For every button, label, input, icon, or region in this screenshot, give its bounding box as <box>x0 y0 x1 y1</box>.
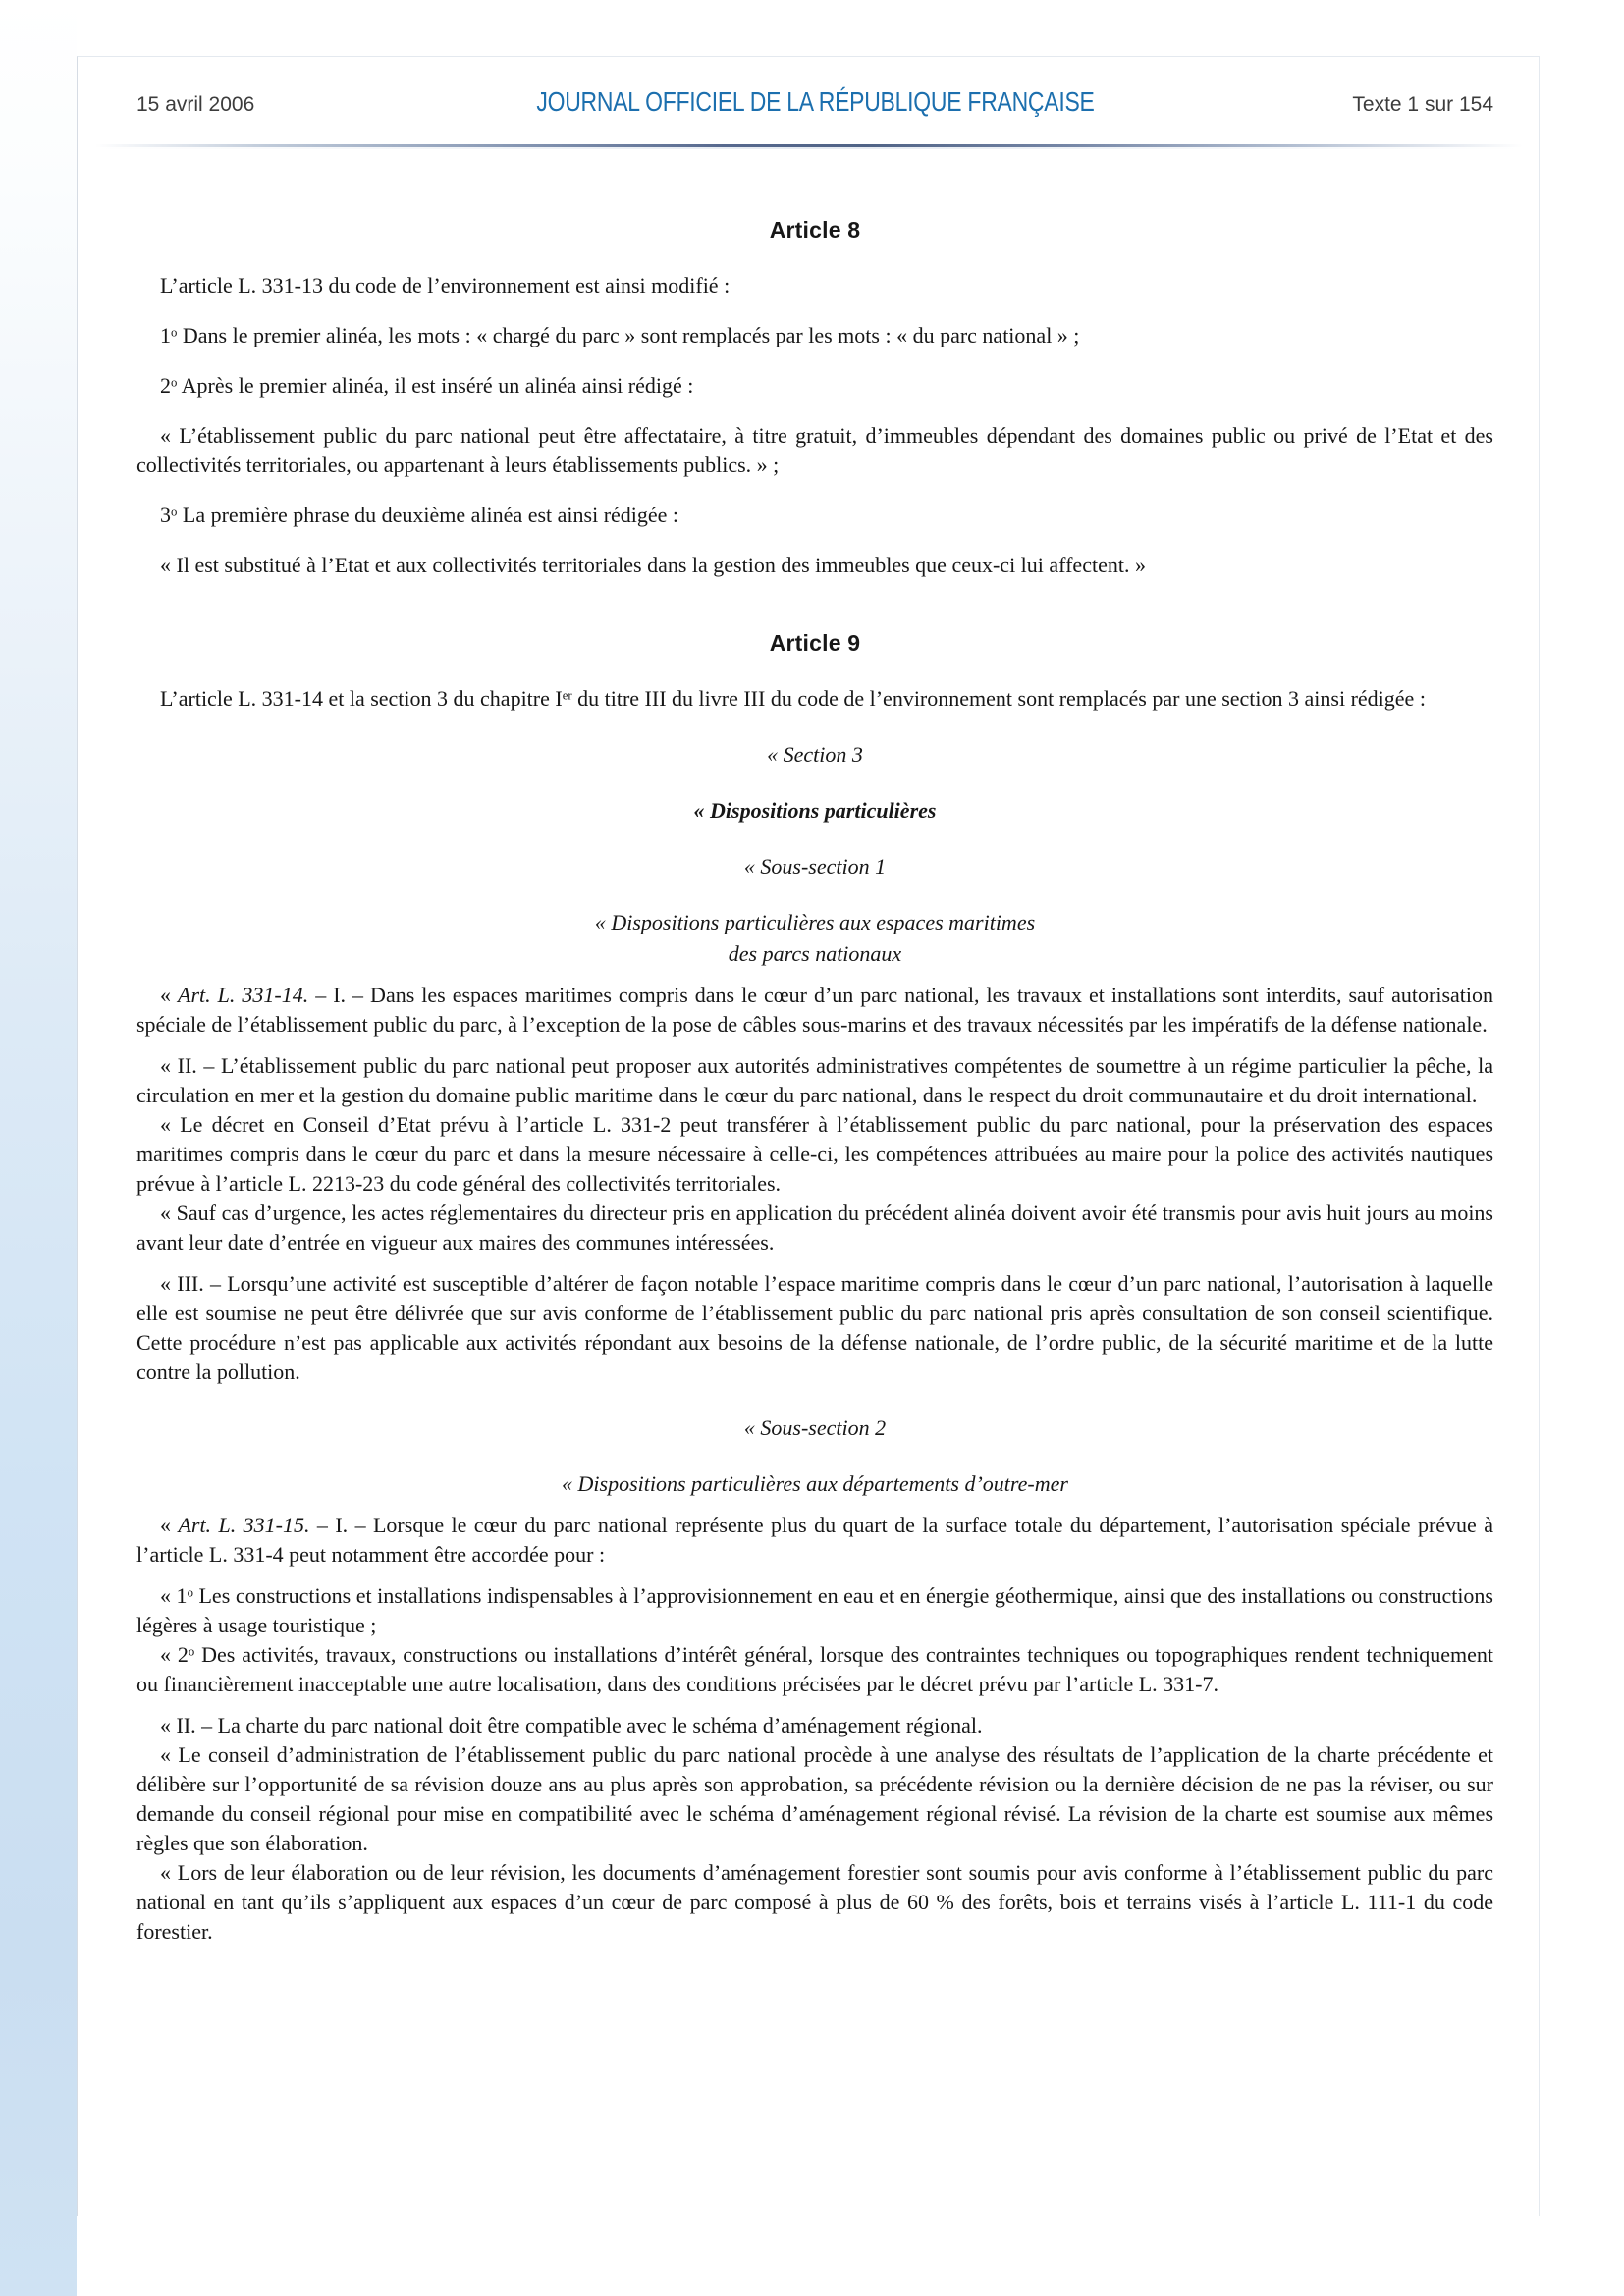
paragraph: « II. – L’établissement public du parc national peut proposer aux autorités administratives compétentes de soumettre à un régime particulier la pêche, la circulation en mer et la gestion du domaine public maritime dans le cœur du parc national, dans le respect du droit communautaire et du droit international. <box>136 1053 1493 1107</box>
article-heading: Article 8 <box>769 217 861 242</box>
left-gradient-background <box>0 0 77 2296</box>
section-heading: « Sous-section 2 <box>743 1415 887 1440</box>
paragraph: « Le conseil d’administration de l’établissement public du parc national procède à une analyse des résultats de l’application de la charte précédente et délibère sur l’opportunité de sa révision douze ans au plus après son approbation, sa précédente révision ou la dernière décision de ne pas la réviser, ou sur demande du conseil régional pour mise en compatibilité avec le schéma d’aménagement régional révisé. La révision de la charte est soumise aux mêmes règles que son élaboration. <box>136 1742 1493 1855</box>
paragraph: « Sauf cas d’urgence, les actes réglementaires du directeur pris en application du précédent alinéa doivent avoir été transmis pour avis huit jours au moins avant leur date d’entrée en vigueur aux maires des communes intéressées. <box>136 1201 1493 1255</box>
page-header <box>136 86 1493 126</box>
header-date: 15 avril 2006 <box>136 93 255 116</box>
document-page <box>77 56 1540 2216</box>
paragraph: 1$^o$ Dans le premier alinéa, les mots : « chargé du parc » sont remplacés par les mots : « du parc national » ; <box>160 323 1080 347</box>
section-heading: des parcs nationaux <box>728 941 902 966</box>
article-heading: Article 9 <box>769 630 861 656</box>
paragraph: « Il est substitué à l’Etat et aux collectivités territoriales dans la gestion des immeubles que ceux-ci lui affectent. » <box>160 553 1146 577</box>
paragraph: 2$^o$ Après le premier alinéa, il est inséré un alinéa ainsi rédigé : <box>160 373 694 398</box>
paragraph: « L’établissement public du parc national peut être affectataire, à titre gratuit, d’immeubles dépendant des domaines public ou privé de l’Etat et des collectivités territoriales, ou appartenant à leurs établissements publics. » ; <box>136 423 1493 477</box>
paragraph: L’article L. 331-13 du code de l’environnement est ainsi modifié : <box>160 273 731 297</box>
paragraph: « III. – Lorsqu’une activité est susceptible d’altérer de façon notable l’espace maritime compris dans le cœur d’un parc national, l’autorisation à laquelle elle est soumise ne peut être délivrée que sur avis conforme de l’établissement public du parc national pris après consultation de son conseil scientifique. Cette procédure n’est pas applicable aux activités répondant aux besoins de la défense nationale, de l’ordre public, de la sécurité maritime et de la lutte contre la pollution. <box>136 1271 1493 1384</box>
header-page-ref: Texte 1 sur 154 <box>1352 93 1493 116</box>
section-heading: « Section 3 <box>767 742 863 767</box>
paragraph: « Le décret en Conseil d’Etat prévu à l’article L. 331-2 peut transférer à l’établissement public du parc national, pour la préservation des espaces maritimes compris dans le cœur du parc et dans la mesure nécessaire à celle-ci, les compétences attribuées au maire pour la police des activités nautiques prévue à l’article L. 2213-23 du code général des collectivités territoriales. <box>136 1112 1493 1196</box>
section-heading: « Dispositions particulières aux départements d’outre-mer <box>562 1471 1068 1496</box>
paragraph: « II. – La charte du parc national doit être compatible avec le schéma d’aménagement régional. <box>160 1713 983 1737</box>
journal-title <box>254 86 1376 118</box>
section-heading: « Dispositions particulières <box>693 798 937 823</box>
header-rule <box>95 144 1523 147</box>
paragraph: « 1$^o$ Les constructions et installations indispensables à l’approvisionnement en eau et en énergie géothermique, ainsi que des installations ou constructions légères à usage touristique ; <box>136 1583 1493 1637</box>
journal-title-text: JOURNAL OFFICIEL DE LA RÉPUBLIQUE FRANÇAISE <box>535 86 1095 117</box>
paragraph: L’article L. 331-14 et la section 3 du chapitre Ier du titre III du livre III du code de l’environnement sont remplacés par une section 3 ainsi rédigée : <box>160 686 1426 711</box>
paragraph: « Art. L. 331-15. – I. – Lorsque le cœur du parc national représente plus du quart de la surface totale du département, l’autorisation spéciale prévue à l’article L. 331-4 peut notamment être accordée pour : <box>136 1513 1494 1567</box>
paragraph: « Lors de leur élaboration ou de leur révision, les documents d’aménagement forestier sont soumis pour avis conforme à l’établissement public du parc national en tant qu’ils s’appliquent aux espaces d’un cœur de parc composé à plus de 60 % des forêts, bois et terrains visés à l’article L. 111-1 du code forestier. <box>136 1860 1493 1944</box>
paragraph: « 2$^o$ Des activités, travaux, constructions ou installations d’intérêt général, lorsque des contraintes techniques ou topographiques rendent techniquement ou financièrement inacceptable une autre localisation, dans des conditions précisées par le décret prévu par l’article L. 331-7. <box>136 1642 1494 1696</box>
section-heading: « Sous-section 1 <box>743 854 887 879</box>
document-content <box>136 167 1493 1947</box>
section-heading: « Dispositions particulières aux espaces maritimes <box>594 910 1036 934</box>
paragraph: 3$^o$ La première phrase du deuxième alinéa est ainsi rédigée : <box>160 503 679 527</box>
paragraph: « Art. L. 331-14. – I. – Dans les espaces maritimes compris dans le cœur d’un parc national, les travaux et installations sont interdits, sauf autorisation spéciale de l’établissement public du parc, à l’exception de la pose de câbles sous-marins et des travaux nécessités par les impératifs de la défense nationale. <box>136 983 1493 1037</box>
